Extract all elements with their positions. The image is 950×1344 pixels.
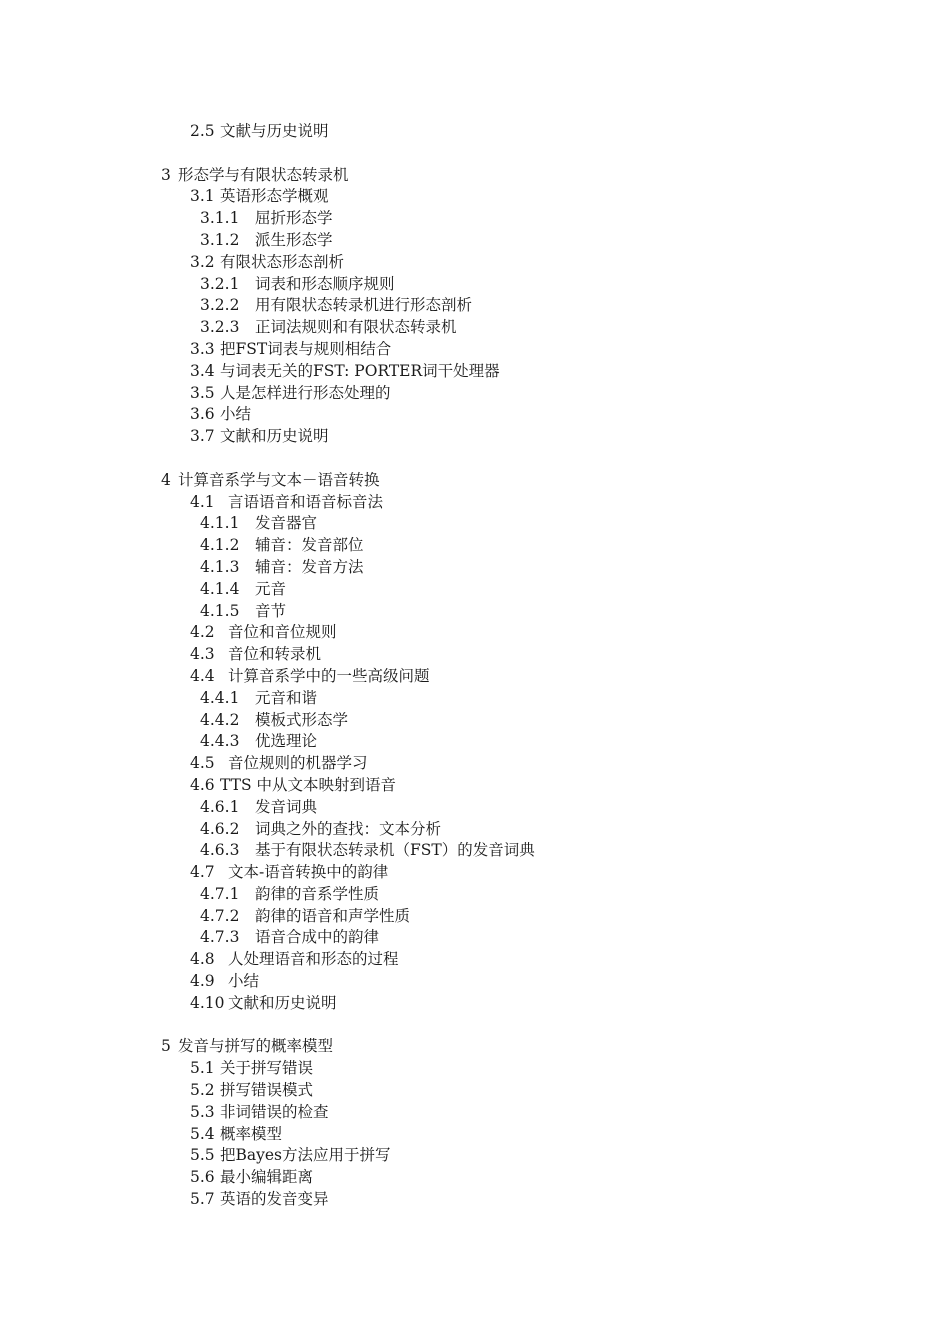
toc-number: 4.1: [190, 492, 215, 511]
toc-title: 把Bayes方法应用于拼写: [220, 1146, 391, 1165]
toc-title: 计算音系学中的一些高级问题: [228, 666, 430, 685]
toc-number: 5.5: [190, 1146, 215, 1165]
toc-section: [0, 339, 950, 361]
toc-section: [0, 404, 950, 426]
toc-title: 韵律的语音和声学性质: [255, 906, 411, 925]
toc-number: 4.4: [190, 666, 215, 685]
toc-section: [0, 666, 950, 688]
toc-subsection: [0, 579, 950, 601]
toc-title: 元音和谐: [255, 688, 318, 707]
toc-title: 人处理语音和形态的过程: [228, 950, 399, 969]
toc-number: 4.1.2: [200, 536, 240, 555]
toc-number: 4.6.1: [200, 797, 240, 816]
toc-subsection: [0, 710, 950, 732]
toc-section: [0, 1058, 950, 1080]
toc-section: [0, 361, 950, 383]
toc-section: [0, 252, 950, 274]
toc-title: 把FST词表与规则相结合: [220, 339, 392, 358]
toc-title: TTS 中从文本映射到语音: [220, 775, 397, 794]
section-spacer: [0, 143, 950, 165]
toc-section: [0, 186, 950, 208]
toc-section: [0, 775, 950, 797]
toc-title: 优选理论: [255, 732, 318, 751]
toc-number: 5.7: [190, 1190, 215, 1209]
toc-title: 韵律的音系学性质: [255, 884, 380, 903]
toc-title: 发音与拼写的概率模型: [178, 1037, 334, 1056]
toc-subsection: [0, 601, 950, 623]
toc-number: 4.9: [190, 972, 215, 991]
toc-title: 音位规则的机器学习: [228, 754, 368, 773]
toc-number: 4.6.2: [200, 819, 240, 838]
toc-subsection: [0, 688, 950, 710]
toc-section: [0, 383, 950, 405]
toc-subsection: [0, 840, 950, 862]
toc-section: [0, 1189, 950, 1211]
toc-number: 3.1.2: [200, 230, 240, 249]
toc-subsection: [0, 731, 950, 753]
toc-section: [0, 949, 950, 971]
toc-number: 4.7.3: [200, 928, 240, 947]
toc-subsection: [0, 274, 950, 296]
toc-number: 3.2: [190, 252, 215, 271]
toc-title: 文献与历史说明: [220, 122, 329, 140]
toc-section: [0, 1145, 950, 1167]
toc-section: [0, 1102, 950, 1124]
toc-number: 4.1.4: [200, 579, 240, 598]
toc-number: 4.4.2: [200, 710, 240, 729]
toc-number: 4.3: [190, 645, 215, 664]
toc-number: 4.6: [190, 775, 215, 794]
section-spacer: [0, 1015, 950, 1037]
toc-title: 音位和音位规则: [228, 623, 337, 642]
toc-title: 词典之外的查找：文本分析: [255, 819, 442, 838]
toc-section: [0, 1124, 950, 1146]
toc-section: [0, 971, 950, 993]
toc-subsection: [0, 295, 950, 317]
section-spacer: [0, 448, 950, 470]
toc-title: 发音词典: [255, 797, 318, 816]
toc-subsection: [0, 535, 950, 557]
toc-number: 4.4.3: [200, 732, 240, 751]
toc-subsection: [0, 513, 950, 535]
toc-number: 4.7: [190, 863, 215, 882]
toc-subsection: [0, 797, 950, 819]
toc-title: 基于有限状态转录机（FST）的发音词典: [255, 841, 535, 860]
toc-number: 4.2: [190, 623, 215, 642]
toc-number: 4.10: [190, 993, 225, 1012]
toc-section: [0, 121, 950, 143]
toc-number: 5.6: [190, 1168, 215, 1187]
toc-title: 英语的发音变异: [220, 1190, 329, 1209]
toc-subsection: [0, 557, 950, 579]
toc-title: 小结: [228, 972, 260, 991]
toc-title: 英语形态学概观: [220, 187, 329, 206]
toc-number: 5.2: [190, 1081, 215, 1100]
toc-title: 拼写错误模式: [220, 1081, 314, 1100]
toc-number: 4.1.1: [200, 514, 240, 533]
toc-number: 3.5: [190, 383, 215, 402]
toc-title: 文本-语音转换中的韵律: [228, 863, 389, 882]
toc-section: [0, 862, 950, 884]
toc-number: 3.2.2: [200, 296, 240, 315]
toc-number: 3.1.1: [200, 209, 240, 228]
toc-number: 3.3: [190, 339, 215, 358]
toc-chapter: [0, 165, 950, 187]
toc-number: 4.1.5: [200, 601, 240, 620]
toc-number: 3.2.3: [200, 318, 240, 337]
toc-subsection: [0, 927, 950, 949]
toc-title: 屈折形态学: [255, 209, 333, 228]
toc-title: 元音: [255, 579, 287, 598]
toc-title: 音位和转录机: [228, 645, 322, 664]
toc-title: 与词表无关的FST: PORTER词干处理器: [220, 361, 500, 380]
toc-title: 人是怎样进行形态处理的: [220, 383, 391, 402]
toc-section: [0, 753, 950, 775]
toc-title: 小结: [220, 405, 252, 424]
toc-title: 文献和历史说明: [228, 993, 337, 1012]
toc-number: 3.4: [190, 361, 215, 380]
toc-number: 3.7: [190, 427, 215, 446]
toc-section: [0, 993, 950, 1015]
toc-number: 5.1: [190, 1059, 215, 1078]
toc-number: 5: [161, 1037, 171, 1056]
toc-title: 正词法规则和有限状态转录机: [255, 318, 457, 337]
toc-number: 5.4: [190, 1124, 215, 1143]
toc-number: 4: [161, 470, 171, 489]
toc-number: 4.7.2: [200, 906, 240, 925]
toc-title: 辅音：发音部位: [255, 536, 364, 555]
toc-title: 派生形态学: [255, 230, 333, 249]
toc-subsection: [0, 819, 950, 841]
toc-title: 计算音系学与文本－语音转换: [178, 470, 380, 489]
toc-title: 发音器官: [255, 514, 318, 533]
toc-chapter: [0, 1036, 950, 1058]
toc-number: 3: [161, 165, 171, 184]
toc-section: [0, 492, 950, 514]
toc-number: 5.3: [190, 1102, 215, 1121]
toc-subsection: [0, 884, 950, 906]
toc-subsection: [0, 208, 950, 230]
toc-subsection: [0, 906, 950, 928]
table-of-contents: [0, 121, 950, 1211]
toc-subsection: [0, 317, 950, 339]
toc-title: 用有限状态转录机进行形态剖析: [255, 296, 473, 315]
toc-number: 4.7.1: [200, 884, 240, 903]
toc-section: [0, 644, 950, 666]
toc-title: 形态学与有限状态转录机: [178, 165, 349, 184]
toc-subsection: [0, 230, 950, 252]
toc-title: 文献和历史说明: [220, 427, 329, 446]
toc-number: 2.5: [190, 122, 215, 140]
toc-number: 3.6: [190, 405, 215, 424]
toc-title: 概率模型: [220, 1124, 283, 1143]
toc-section: [0, 426, 950, 448]
toc-chapter: [0, 470, 950, 492]
toc-section: [0, 622, 950, 644]
toc-title: 语音合成中的韵律: [255, 928, 380, 947]
toc-number: 4.8: [190, 950, 215, 969]
toc-title: 辅音：发音方法: [255, 557, 364, 576]
toc-section: [0, 1080, 950, 1102]
toc-title: 关于拼写错误: [220, 1059, 314, 1078]
toc-number: 3.1: [190, 187, 215, 206]
toc-title: 最小编辑距离: [220, 1168, 314, 1187]
toc-title: 词表和形态顺序规则: [255, 274, 395, 293]
toc-number: 4.1.3: [200, 557, 240, 576]
toc-title: 非词错误的检查: [220, 1102, 329, 1121]
toc-title: 有限状态形态剖析: [220, 252, 345, 271]
toc-title: 模板式形态学: [255, 710, 349, 729]
toc-section: [0, 1167, 950, 1189]
toc-number: 4.4.1: [200, 688, 240, 707]
toc-number: 4.6.3: [200, 841, 240, 860]
toc-title: 言语语音和语音标音法: [228, 492, 384, 511]
toc-number: 3.2.1: [200, 274, 240, 293]
toc-number: 4.5: [190, 754, 215, 773]
toc-title: 音节: [255, 601, 287, 620]
